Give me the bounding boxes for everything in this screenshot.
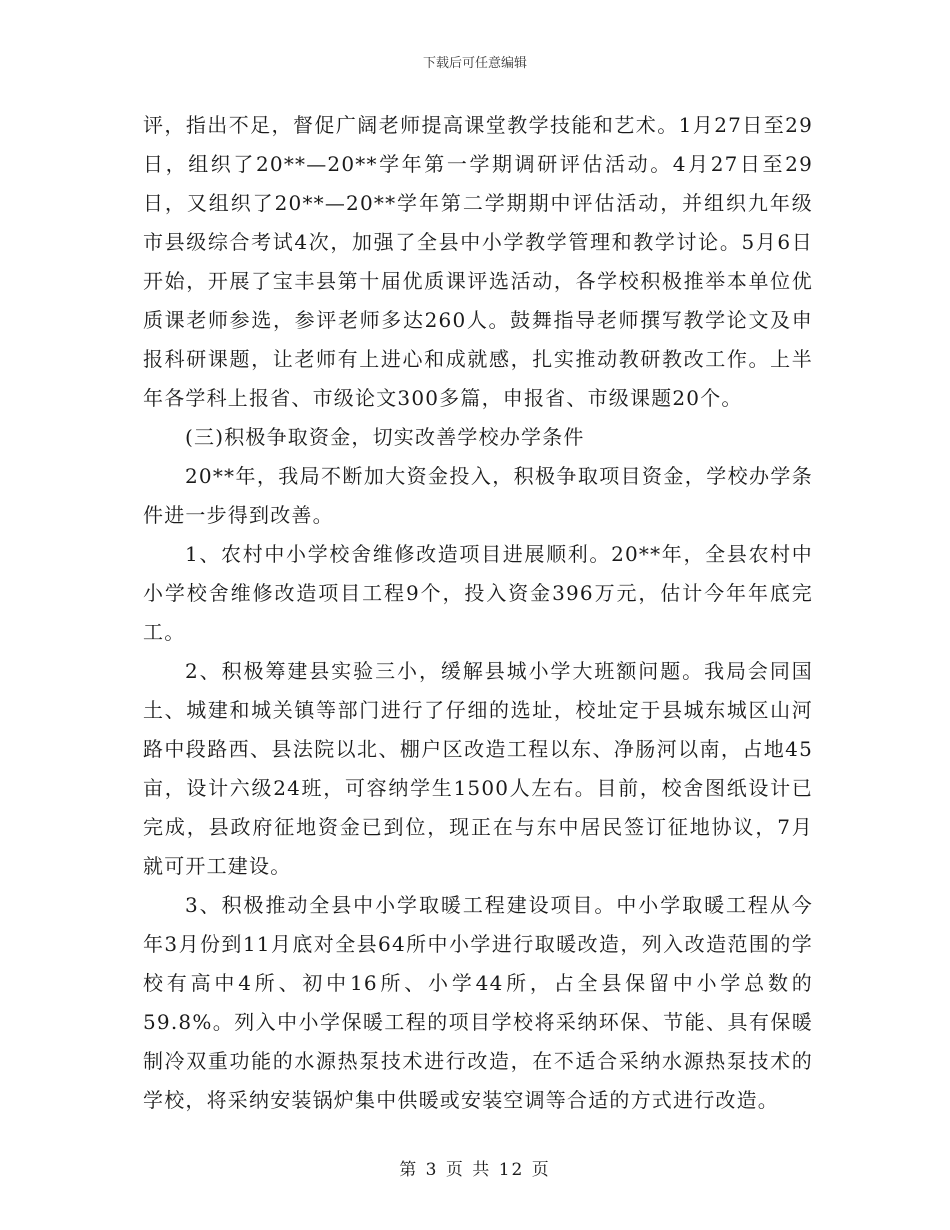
paragraph-continuation: 评，指出不足，督促广阔老师提高课堂教学技能和艺术。1月27日至29日，组织了20**—20**学年第一学期调研评估活动。4月27日至29日，又组织了20**—20**学年第二学期期中评估活动，并组织九年级市县级综合考试4次，加强了全县中小学教学管理和教学讨论。5月6日开始，开展了宝丰县第十届优质课评选活动，各学校积极推举本单位优质课老师参选，参评老师多达260人。鼓舞指导老师撰写教学论文及申报科研课题，让老师有上进心和成就感，扎实推动教研教改工作。上半年各学科上报省、市级论文300多篇，申报省、市级课题20个。: [143, 113, 813, 410]
page-number: 第 3 页 共 12 页: [399, 1160, 551, 1180]
section-heading: (三)积极争取资金，切实改善学校办学条件: [185, 425, 585, 449]
paragraph-item-3: 3、积极推动全县中小学取暖工程建设项目。中小学取暖工程从今年3月份到11月底对全县64所中小学进行取暖改造，列入改造范围的学校有高中4所、初中16所、小学44所，占全县保留中小学总数的59.8%。列入中小学保暖工程的项目学校将采纳环保、节能、具有保暖制冷双重功能的水源热泵技术进行改造，在不适合采纳水源热泵技术的学校，将采纳安装锅炉集中供暖或安装空调等合适的方式进行改造。: [143, 893, 813, 1112]
document-body: [143, 106, 813, 1120]
paragraph-funding-intro: 20**年，我局不断加大资金投入，积极争取项目资金，学校办学条件进一步得到改善。: [143, 464, 813, 527]
paragraph-item-2: 2、积极筹建县实验三小，缓解县城小学大班额问题。我局会同国土、城建和城关镇等部门进行了仔细的选址，校址定于县城东城区山河路中段路西、县法院以北、棚户区改造工程以东、净肠河以南，占地45亩，设计六级24班，可容纳学生1500人左右。目前，校舍图纸设计已完成，县政府征地资金已到位，现正在与东中居民签订征地协议，7月就可开工建设。: [143, 659, 813, 878]
paragraph-item-1: 1、农村中小学校舍维修改造项目进展顺利。20**年，全县农村中小学校舍维修改造项目工程9个，投入资金396万元，估计今年年底完工。: [143, 542, 813, 644]
page-header-note: 下载后可任意编辑: [422, 56, 527, 71]
